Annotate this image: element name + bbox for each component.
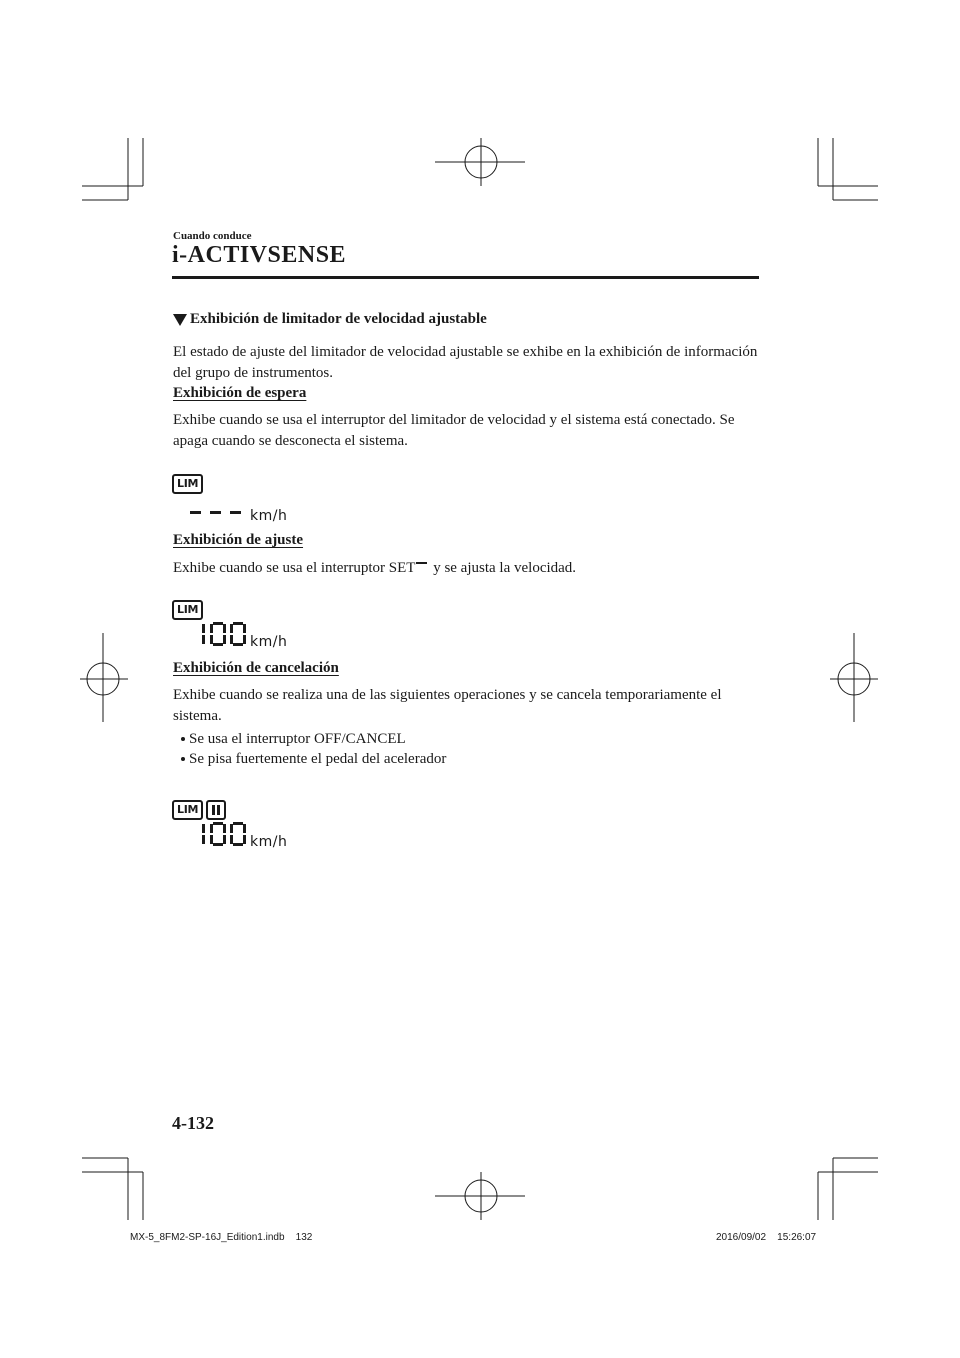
speed-digits — [200, 622, 248, 646]
standby-heading: Exhibición de espera — [173, 385, 307, 401]
cancel-bullet-list — [173, 729, 446, 769]
subsection-heading — [173, 311, 487, 328]
lim-indicator-icon: LIM — [172, 474, 203, 494]
footer-datetime: 2016/09/02 15:26:07 — [716, 1232, 817, 1243]
standby-paragraph: Exhibe cuando se usa el interruptor del limitador de velocidad y el sistema está conectado. Se apaga cuando se desconecta el sistema. — [173, 412, 735, 449]
page-number: 4-132 — [172, 1113, 214, 1133]
subsection-title: Exhibición de limitador de velocidad ajustable — [190, 311, 487, 327]
dash-segment — [230, 511, 241, 514]
triangle-down-icon — [173, 314, 187, 326]
header-rule — [172, 276, 759, 279]
dash-segment — [210, 511, 221, 514]
bullet-icon — [181, 757, 185, 761]
cancel-display — [172, 800, 312, 856]
lim-indicator-icon: LIM — [172, 600, 203, 620]
cancel-heading: Exhibición de cancelación — [173, 660, 339, 676]
minus-icon — [416, 562, 427, 564]
dash-segment — [190, 511, 201, 514]
chapter-label: Cuando conduce — [173, 230, 252, 242]
speed-unit: km/h — [250, 508, 288, 524]
standby-display — [172, 474, 312, 530]
setting-text-end: y se ajusta la velocidad. — [429, 560, 577, 576]
setting-display — [172, 600, 312, 656]
setting-text-start: Exhibe cuando se usa el interruptor SET — [173, 560, 416, 576]
lim-indicator-icon: LIM — [172, 800, 203, 820]
speed-unit: km/h — [250, 834, 288, 850]
intro-paragraph: El estado de ajuste del limitador de velocidad ajustable se exhibe en la exhibición de información del grupo de instrumentos. — [173, 344, 758, 381]
list-item: Se usa el interruptor OFF/CANCEL — [173, 729, 446, 749]
speed-unit: km/h — [250, 634, 288, 650]
setting-heading: Exhibición de ajuste — [173, 532, 304, 548]
list-item: Se pisa fuertemente el pedal del acelerador — [173, 749, 446, 769]
footer-file-label: MX-5_8FM2-SP-16J_Edition1.indb 132 — [130, 1232, 313, 1243]
section-title: i-ACTIVSENSE — [172, 242, 347, 268]
cancel-paragraph: Exhibe cuando se realiza una de las siguientes operaciones y se cancela temporariamente el sistema. — [173, 687, 722, 724]
pause-indicator-icon — [206, 800, 226, 820]
speed-digits — [200, 822, 248, 846]
setting-paragraph — [173, 558, 763, 579]
bullet-icon — [181, 737, 185, 741]
